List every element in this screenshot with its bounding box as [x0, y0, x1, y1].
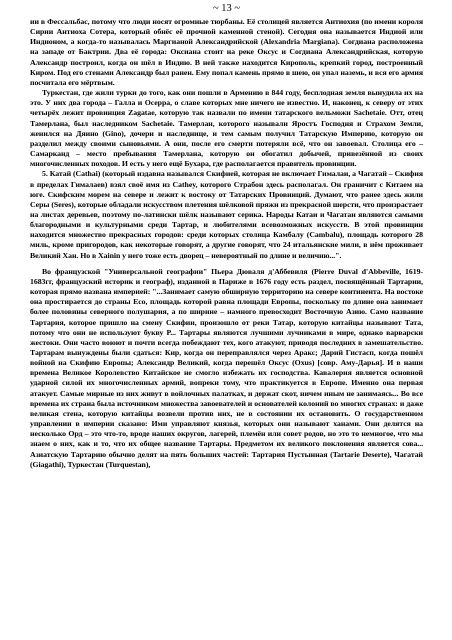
page-number: ~ 13 ~ — [212, 3, 241, 14]
document-page — [30, 3, 423, 470]
paragraph-1: ии в Фессальбас, потому что люди носят огромные тюрбаны. Её столицей является Антиохия (по имени короля Сирии Антиоха Сотера, который обнёс её прочной каменной стеной). Сегодня она называется Индиой или Индионом, а когда-то называлась Маргианой Александрийской (Alexandria Margiana). Согдиана расположена на западе от Бактрии. Два её города: Оксиана стоит на реке Оксус и Согдиана Александрийская, которую Александр построил, когда он шёл в Индию. В ней также находится Кирополь, крепкий город, построенный Киром. Под его стенами Александр был ранен. Ему попал камень прямо в шею, он упал наземь, и вся его армия посчитала его мёртвым. — [30, 17, 423, 87]
paragraph-3: 5. Катай (Cathai) (который издавна назывался Скифией, которая не включает Гималаи, а Чагатай – Скифия в пределах Гималаев) взял своё имя из Cathey, которого Страбон здесь располагал. Он граничит с Китаем на юге. Скифским морем на севере и лежит к востоку от Татарских Провинций. Думают, что ранее здесь жили Серы (Seres), которые обладали искусством плетения шёлковой пряжи из прекрасной шерсти, что произрастает на листах деревьев, поэтому по-латински шёлк называют серика. Народы Катаи и Чагатаи являются самыми благородными и культурными среди Тартар, и любителями всевозможных искусств. В этой провинции находится множество прекрасных городов: среди которых столица Камбалу (Cambalu), площадь которого 28 миль, кроме пригородов, как некоторые говорят, а другие говорят, что 24 итальянские мили, в нём проживает Великий Хан. Но в Xainin у него тоже есть дворец – невероятный по длине и величию...". — [30, 169, 423, 260]
paragraph-2: Туркестан, где жили турки до того, как они пошли в Армению в 844 году, бесплодная земля вынудила их на это. У них два города – Галла и Осерра, о славе которых мне ничего не известно. И, наконец, к северу от этих четырёх лежит провинция Zagatae, которую так назвали по имени татарского вельможи Sachetaie. Отт, отец Тамерлана, был наследником Sachetaie. Тамерлан, которого называли Яростъ Господня и Страхом Земли, женился на Дяино (Gino), дочери и наследнице, и тем самым получил Татарскую Империю, которую он разделил между своими сыновьями. А они, после его смерти потеряли всё, что он завоевал. Столица его – Самарканд – место пребывания Тамерлана, которую он обогатил добычей, привезённой из своих многочисленных походов. И есть у него ещё Бухара, где располагается правитель провинции. — [30, 88, 423, 169]
paragraph-4: Во французской "Универсальной географии" Пьера Дюваля д'Аббевиля (Pierre Duval d'Abbeville, 1619-1683гг, французский историк и географ), изданной в Париже в 1676 году есть раздел, посвящённый Тартарии, которая прямо названа империей: "...Занимает самую обширную территорию на севере континента. На востоке она простирается до страны Есо, площадь которой равна площади Европы, поскольку по длине она занимает более половины северного полушария, а по ширине – намного превосходит Восточную Азию. Само название Тартария, которое пришло на смену Скифии, произошло от реки Татар, которую китайцы называют Тата, потому что они не используют букву Р... Тартары являются лучшими лучниками в мире, однако варварски жестоки. Они часто воюют и почти всегда побеждают тех, кого атакуют, приводя последних в замешательство. Тартарам вынуждены были сдаться: Кир, когда он переправлялся через Аракс; Дарий Гистасп, когда пошёл войной на Скифию Европы; Александр Великий, когда перешёл Оксус (Оxus) [совр. Аму-Дарья]. И в наши времена Великое Королевство Китайское не смогло избежать их господства. Кавалерия является основной ударной силой их многочисленных армий, вопреки тому, что практикуется в Европе. Именно она первая атакует. Самые мирные из них живут в войлочных палатках, и держат скот, ничем иным не занимаясь... Во все времена их страна была источником множества завоевателей и основателей колоний во многих странах: и даже великая стена, которую китайцы возвели против них, не в состоянии их остановить. О государственном управлении в империи сказано: Ими управляют князья, которых они называют ханами. Они делятся на несколько Орд – это что-то, вроде наших округов, лагерей, племён или совет родов, но это то немногое, что мы знаем о них, как и то, что их общее название Тартары. Предметом их великого поклонения является сова... Азиатскую Тартарию обычно делят на пять больших частей: Тартария Пустынная (Tartarie Deserte), Чагатай (Giagathi), Туркестан (Turquestan), — [30, 266, 423, 469]
